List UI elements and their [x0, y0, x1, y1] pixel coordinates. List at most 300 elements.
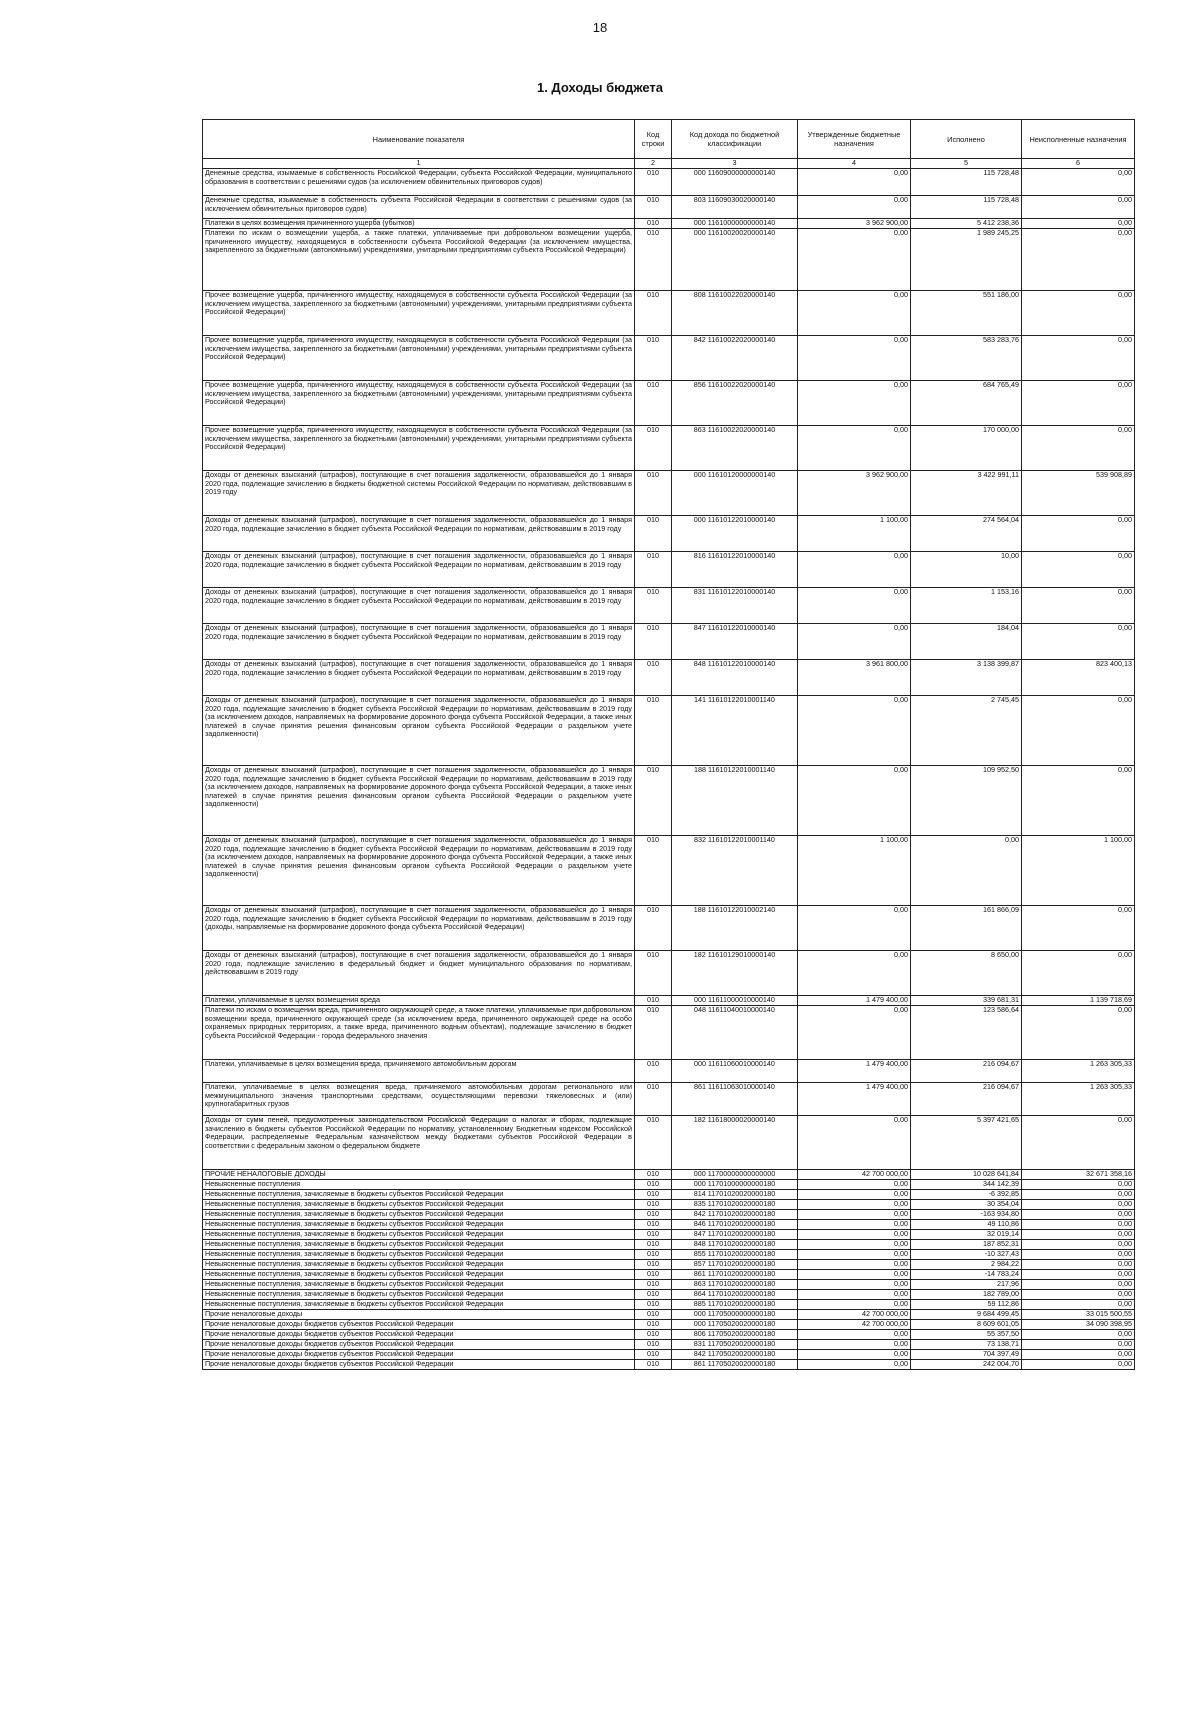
table-row — [203, 1116, 1135, 1170]
executed-amount: -6 392,85 — [911, 1190, 1022, 1200]
approved-amount: 0,00 — [798, 1360, 911, 1370]
budget-classification-code: 000 11701000000000180 — [672, 1180, 798, 1190]
unexecuted-amount: 1 139 718,69 — [1022, 996, 1135, 1006]
approved-amount: 42 700 000,00 — [798, 1320, 911, 1330]
approved-amount: 0,00 — [798, 1260, 911, 1270]
table-row — [203, 1310, 1135, 1320]
executed-amount: 0,00 — [911, 836, 1022, 906]
col-header-approved: Утвержденные бюджетные назначения — [798, 120, 911, 159]
table-row — [203, 1240, 1135, 1250]
budget-classification-code: 848 11701020020000180 — [672, 1240, 798, 1250]
line-code: 010 — [635, 291, 672, 336]
indicator-name: Доходы от денежных взысканий (штрафов), поступающие в счет погашения задолженности, образовавшейся до 1 января 2020 года, подлежащие зачислению в бюджет субъекта Российской Федерации по нормативам, действовавшим в 2019 году — [203, 516, 635, 552]
unexecuted-amount: 0,00 — [1022, 1340, 1135, 1350]
indicator-name: Доходы от сумм пеней, предусмотренных законодательством Российской Федерации о налогах и сборах, подлежащие зачислению в бюджеты субъектов Российской Федерации по нормативу, установленному Бюджетным кодексом Российской Федерации, распределяемые Федеральным казначейством между бюджетами субъектов Российской Федерации в соответствии с федеральным законом о федеральном бюджете — [203, 1116, 635, 1170]
unexecuted-amount: 0,00 — [1022, 1190, 1135, 1200]
budget-classification-code: 182 11610129010000140 — [672, 951, 798, 996]
unexecuted-amount: 0,00 — [1022, 696, 1135, 766]
approved-amount: 0,00 — [798, 381, 911, 426]
executed-amount: 2 984,22 — [911, 1260, 1022, 1270]
indicator-name: Невыясненные поступления, зачисляемые в бюджеты субъектов Российской Федерации — [203, 1240, 635, 1250]
indicator-name: Невыясненные поступления, зачисляемые в бюджеты субъектов Российской Федерации — [203, 1230, 635, 1240]
budget-classification-code: 188 11610122010002140 — [672, 906, 798, 951]
approved-amount: 0,00 — [798, 1006, 911, 1060]
unexecuted-amount: 33 015 500,55 — [1022, 1310, 1135, 1320]
line-code: 010 — [635, 1006, 672, 1060]
line-code: 010 — [635, 696, 672, 766]
table-row — [203, 1300, 1135, 1310]
indicator-name: Прочее возмещение ущерба, причиненного имуществу, находящемуся в собственности субъекта Российской Федерации (за исключением имущества, закрепленного за бюджетными (автономными) учреждениями, унитарными предприятиями субъекта Российской Федерации) — [203, 426, 635, 471]
indicator-name: ПРОЧИЕ НЕНАЛОГОВЫЕ ДОХОДЫ — [203, 1170, 635, 1180]
executed-amount: 161 866,09 — [911, 906, 1022, 951]
unexecuted-amount: 0,00 — [1022, 1360, 1135, 1370]
budget-classification-code: 808 11610022020000140 — [672, 291, 798, 336]
approved-amount: 0,00 — [798, 1210, 911, 1220]
table-row — [203, 1230, 1135, 1240]
approved-amount: 0,00 — [798, 906, 911, 951]
indicator-name: Доходы от денежных взысканий (штрафов), поступающие в счет погашения задолженности, образовавшейся до 1 января 2020 года, подлежащие зачислению в бюджет субъекта Российской Федерации по нормативам, действовавшим в 2019 году — [203, 660, 635, 696]
executed-amount: 73 138,71 — [911, 1340, 1022, 1350]
approved-amount: 0,00 — [798, 1330, 911, 1340]
executed-amount: 59 112,86 — [911, 1300, 1022, 1310]
unexecuted-amount: 0,00 — [1022, 1280, 1135, 1290]
line-code: 010 — [635, 1280, 672, 1290]
executed-amount: 551 186,00 — [911, 291, 1022, 336]
unexecuted-amount: 0,00 — [1022, 766, 1135, 836]
table-row — [203, 471, 1135, 516]
page-number: 18 — [592, 20, 608, 35]
line-code: 010 — [635, 1083, 672, 1116]
line-code: 010 — [635, 1290, 672, 1300]
unexecuted-amount: 0,00 — [1022, 229, 1135, 291]
executed-amount: 5 412 238,36 — [911, 219, 1022, 229]
approved-amount: 1 100,00 — [798, 836, 911, 906]
indicator-name: Невыясненные поступления, зачисляемые в бюджеты субъектов Российской Федерации — [203, 1260, 635, 1270]
approved-amount: 1 479 400,00 — [798, 1083, 911, 1116]
col-header-code: Код дохода по бюджетной классификации — [672, 120, 798, 159]
column-number: 6 — [1022, 159, 1135, 169]
budget-classification-code: 861 11701020020000180 — [672, 1270, 798, 1280]
line-code: 010 — [635, 229, 672, 291]
table-row — [203, 1220, 1135, 1230]
table-row — [203, 426, 1135, 471]
line-code: 010 — [635, 169, 672, 196]
approved-amount: 0,00 — [798, 169, 911, 196]
approved-amount: 0,00 — [798, 588, 911, 624]
approved-amount: 0,00 — [798, 1230, 911, 1240]
indicator-name: Платежи, уплачиваемые в целях возмещения вреда, причиняемого автомобильным дорогам — [203, 1060, 635, 1083]
unexecuted-amount: 0,00 — [1022, 552, 1135, 588]
unexecuted-amount: 0,00 — [1022, 426, 1135, 471]
indicator-name: Прочее возмещение ущерба, причиненного имуществу, находящемуся в собственности субъекта Российской Федерации (за исключением имущества, закрепленного за бюджетными (автономными) учреждениями, унитарными предприятиями субъекта Российской Федерации) — [203, 291, 635, 336]
executed-amount: 9 684 499,45 — [911, 1310, 1022, 1320]
approved-amount: 0,00 — [798, 766, 911, 836]
line-code: 010 — [635, 336, 672, 381]
executed-amount: 10 028 641,84 — [911, 1170, 1022, 1180]
col-header-unexecuted: Неисполненные назначения — [1022, 120, 1135, 159]
approved-amount: 0,00 — [798, 1280, 911, 1290]
line-code: 010 — [635, 996, 672, 1006]
approved-amount: 0,00 — [798, 1250, 911, 1260]
executed-amount: 55 357,50 — [911, 1330, 1022, 1340]
table-row — [203, 906, 1135, 951]
table-row — [203, 219, 1135, 229]
unexecuted-amount: 0,00 — [1022, 588, 1135, 624]
table-row — [203, 1350, 1135, 1360]
table-row — [203, 1060, 1135, 1083]
unexecuted-amount: 0,00 — [1022, 516, 1135, 552]
approved-amount: 0,00 — [798, 1240, 911, 1250]
unexecuted-amount: 0,00 — [1022, 381, 1135, 426]
line-code: 010 — [635, 1210, 672, 1220]
line-code: 010 — [635, 1250, 672, 1260]
executed-amount: -14 783,24 — [911, 1270, 1022, 1280]
table-row — [203, 381, 1135, 426]
indicator-name: Невыясненные поступления, зачисляемые в бюджеты субъектов Российской Федерации — [203, 1220, 635, 1230]
line-code: 010 — [635, 1270, 672, 1280]
line-code: 010 — [635, 1360, 672, 1370]
table-row — [203, 229, 1135, 291]
executed-amount: 115 728,48 — [911, 196, 1022, 219]
approved-amount: 0,00 — [798, 1180, 911, 1190]
budget-classification-code: 000 11610020020000140 — [672, 229, 798, 291]
executed-amount: 216 094,67 — [911, 1083, 1022, 1116]
executed-amount: 32 019,14 — [911, 1230, 1022, 1240]
line-code: 010 — [635, 426, 672, 471]
indicator-name: Доходы от денежных взысканий (штрафов), поступающие в счет погашения задолженности, образовавшейся до 1 января 2020 года, подлежащие зачислению в бюджет субъекта Российской Федерации по нормативам, действовавшим в 2019 году — [203, 588, 635, 624]
approved-amount: 0,00 — [798, 696, 911, 766]
approved-amount: 1 479 400,00 — [798, 996, 911, 1006]
indicator-name: Прочие неналоговые доходы бюджетов субъектов Российской Федерации — [203, 1330, 635, 1340]
executed-amount: 123 586,64 — [911, 1006, 1022, 1060]
line-code: 010 — [635, 1170, 672, 1180]
executed-amount: 10,00 — [911, 552, 1022, 588]
line-code: 010 — [635, 1300, 672, 1310]
indicator-name: Невыясненные поступления, зачисляемые в бюджеты субъектов Российской Федерации — [203, 1290, 635, 1300]
line-code: 010 — [635, 381, 672, 426]
executed-amount: 184,04 — [911, 624, 1022, 660]
approved-amount: 0,00 — [798, 1340, 911, 1350]
line-code: 010 — [635, 951, 672, 996]
executed-amount: 187 852,31 — [911, 1240, 1022, 1250]
line-code: 010 — [635, 1240, 672, 1250]
line-code: 010 — [635, 1220, 672, 1230]
line-code: 010 — [635, 471, 672, 516]
approved-amount: 0,00 — [798, 336, 911, 381]
line-code: 010 — [635, 1310, 672, 1320]
budget-classification-code: 048 11611040010000140 — [672, 1006, 798, 1060]
table-row — [203, 1210, 1135, 1220]
approved-amount: 0,00 — [798, 1270, 911, 1280]
approved-amount: 0,00 — [798, 951, 911, 996]
budget-classification-code: 885 11701020020000180 — [672, 1300, 798, 1310]
executed-amount: -163 934,80 — [911, 1210, 1022, 1220]
executed-amount: 217,96 — [911, 1280, 1022, 1290]
budget-classification-code: 814 11701020020000180 — [672, 1190, 798, 1200]
line-code: 010 — [635, 660, 672, 696]
section-title: 1. Доходы бюджета — [536, 80, 664, 95]
line-code: 010 — [635, 836, 672, 906]
budget-classification-code: 831 11610122010000140 — [672, 588, 798, 624]
col-header-executed: Исполнено — [911, 120, 1022, 159]
unexecuted-amount: 0,00 — [1022, 1116, 1135, 1170]
line-code: 010 — [635, 516, 672, 552]
unexecuted-amount: 0,00 — [1022, 1300, 1135, 1310]
executed-amount: 216 094,67 — [911, 1060, 1022, 1083]
unexecuted-amount: 0,00 — [1022, 1260, 1135, 1270]
budget-classification-code: 847 11610122010000140 — [672, 624, 798, 660]
line-code: 010 — [635, 1180, 672, 1190]
table-row — [203, 766, 1135, 836]
indicator-name: Невыясненные поступления, зачисляемые в бюджеты субъектов Российской Федерации — [203, 1200, 635, 1210]
column-number: 5 — [911, 159, 1022, 169]
indicator-name: Доходы от денежных взысканий (штрафов), поступающие в счет погашения задолженности, образовавшейся до 1 января 2020 года, подлежащие зачислению в бюджет субъекта Российской Федерации по нормативам, действовавшим в 2019 году — [203, 624, 635, 660]
unexecuted-amount: 0,00 — [1022, 1250, 1135, 1260]
approved-amount: 0,00 — [798, 196, 911, 219]
budget-classification-code: 856 11610022020000140 — [672, 381, 798, 426]
unexecuted-amount: 0,00 — [1022, 1240, 1135, 1250]
approved-amount: 3 961 800,00 — [798, 660, 911, 696]
indicator-name: Доходы от денежных взысканий (штрафов), поступающие в счет погашения задолженности, образовавшейся до 1 января 2020 года, подлежащие зачислению в бюджет субъекта Российской Федерации по нормативам, действовавшим в 2019 году (за исключением доходов, направляемых на формирование дорожного фонда субъекта Российской Федерации, а также иных платежей в случае принятия решения финансовым органом субъекта Российской Федерации о раздельном учете задолженности) — [203, 836, 635, 906]
unexecuted-amount: 34 090 398,95 — [1022, 1320, 1135, 1330]
budget-classification-code: 000 11705000000000180 — [672, 1310, 798, 1320]
unexecuted-amount: 1 263 305,33 — [1022, 1060, 1135, 1083]
table-row — [203, 951, 1135, 996]
table-row — [203, 1360, 1135, 1370]
indicator-name: Прочее возмещение ущерба, причиненного имуществу, находящемуся в собственности субъекта Российской Федерации (за исключением имущества, закрепленного за бюджетными (автономными) учреждениями, унитарными предприятиями субъекта Российской Федерации) — [203, 381, 635, 426]
budget-classification-code: 806 11705020020000180 — [672, 1330, 798, 1340]
column-number-row — [203, 159, 1135, 169]
approved-amount: 0,00 — [798, 291, 911, 336]
approved-amount: 0,00 — [798, 1116, 911, 1170]
table-row — [203, 336, 1135, 381]
indicator-name: Доходы от денежных взысканий (штрафов), поступающие в счет погашения задолженности, образовавшейся до 1 января 2020 года, подлежащие зачислению в бюджет субъекта Российской Федерации по нормативам, действовавшим в 2019 году (доходы, направляемые на формирование дорожного фонда субъекта Российской Федерации) — [203, 906, 635, 951]
table-row — [203, 1270, 1135, 1280]
indicator-name: Невыясненные поступления, зачисляемые в бюджеты субъектов Российской Федерации — [203, 1190, 635, 1200]
indicator-name: Невыясненные поступления, зачисляемые в бюджеты субъектов Российской Федерации — [203, 1250, 635, 1260]
line-code: 010 — [635, 624, 672, 660]
unexecuted-amount: 0,00 — [1022, 1230, 1135, 1240]
unexecuted-amount: 0,00 — [1022, 336, 1135, 381]
unexecuted-amount: 823 400,13 — [1022, 660, 1135, 696]
line-code: 010 — [635, 196, 672, 219]
executed-amount: 2 745,45 — [911, 696, 1022, 766]
executed-amount: 5 397 421,65 — [911, 1116, 1022, 1170]
line-code: 010 — [635, 1260, 672, 1270]
indicator-name: Прочие неналоговые доходы бюджетов субъектов Российской Федерации — [203, 1320, 635, 1330]
budget-classification-code: 864 11701020020000180 — [672, 1290, 798, 1300]
unexecuted-amount: 0,00 — [1022, 1270, 1135, 1280]
line-code: 010 — [635, 552, 672, 588]
indicator-name: Доходы от денежных взысканий (штрафов), поступающие в счет погашения задолженности, образовавшейся до 1 января 2020 года, подлежащие зачислению в бюджет субъекта Российской Федерации по нормативам, действовавшим в 2019 году (за исключением доходов, направляемых на формирование дорожного фонда субъекта Российской Федерации, а также иных платежей в случае принятия решения финансовым органом субъекта Российской Федерации о раздельном учете задолженности) — [203, 766, 635, 836]
indicator-name: Денежные средства, изымаемые в собственность Российской Федерации, субъекта Российской Федерации, муниципального образования в соответствии с решениями судов (за исключением обвинительных приговоров судов) — [203, 169, 635, 196]
budget-classification-code: 803 11609030020000140 — [672, 196, 798, 219]
approved-amount: 0,00 — [798, 1220, 911, 1230]
budget-classification-code: 842 11701020020000180 — [672, 1210, 798, 1220]
table-row — [203, 1170, 1135, 1180]
table-row — [203, 1260, 1135, 1270]
budget-classification-code: 000 11705020020000180 — [672, 1320, 798, 1330]
budget-classification-code: 000 11610000000000140 — [672, 219, 798, 229]
line-code: 010 — [635, 766, 672, 836]
executed-amount: 583 283,76 — [911, 336, 1022, 381]
indicator-name: Доходы от денежных взысканий (штрафов), поступающие в счет погашения задолженности, образовавшейся до 1 января 2020 года, подлежащие зачислению в бюджет субъекта Российской Федерации по нормативам, действовавшим в 2019 году — [203, 552, 635, 588]
table-header — [203, 120, 1135, 169]
table-row — [203, 1190, 1135, 1200]
indicator-name: Прочие неналоговые доходы бюджетов субъектов Российской Федерации — [203, 1340, 635, 1350]
indicator-name: Прочие неналоговые доходы бюджетов субъектов Российской Федерации — [203, 1360, 635, 1370]
approved-amount: 0,00 — [798, 1350, 911, 1360]
table-row — [203, 1330, 1135, 1340]
budget-classification-code: 857 11701020020000180 — [672, 1260, 798, 1270]
col-header-line: Код строки — [635, 120, 672, 159]
unexecuted-amount: 0,00 — [1022, 1210, 1135, 1220]
table-row — [203, 1320, 1135, 1330]
approved-amount: 1 100,00 — [798, 516, 911, 552]
indicator-name: Доходы от денежных взысканий (штрафов), поступающие в счет погашения задолженности, образовавшейся до 1 января 2020 года, подлежащие зачислению в федеральный бюджет и бюджет муниципального образования по нормативам, действовавшим в 2019 году — [203, 951, 635, 996]
line-code: 010 — [635, 1190, 672, 1200]
budget-classification-code: 000 11700000000000000 — [672, 1170, 798, 1180]
executed-amount: 274 564,04 — [911, 516, 1022, 552]
budget-classification-code: 842 11705020020000180 — [672, 1350, 798, 1360]
table-row — [203, 516, 1135, 552]
line-code: 010 — [635, 1200, 672, 1210]
table-row — [203, 624, 1135, 660]
table-row — [203, 1200, 1135, 1210]
budget-classification-code: 848 11610122010000140 — [672, 660, 798, 696]
table-row — [203, 169, 1135, 196]
indicator-name: Невыясненные поступления, зачисляемые в бюджеты субъектов Российской Федерации — [203, 1280, 635, 1290]
budget-classification-code: 831 11705020020000180 — [672, 1340, 798, 1350]
indicator-name: Прочие неналоговые доходы бюджетов субъектов Российской Федерации — [203, 1350, 635, 1360]
unexecuted-amount: 0,00 — [1022, 291, 1135, 336]
line-code: 010 — [635, 1230, 672, 1240]
indicator-name: Невыясненные поступления, зачисляемые в бюджеты субъектов Российской Федерации — [203, 1210, 635, 1220]
budget-classification-code: 842 11610022020000140 — [672, 336, 798, 381]
approved-amount: 42 700 000,00 — [798, 1170, 911, 1180]
unexecuted-amount: 0,00 — [1022, 1220, 1135, 1230]
unexecuted-amount: 0,00 — [1022, 624, 1135, 660]
line-code: 010 — [635, 1320, 672, 1330]
table-row — [203, 1340, 1135, 1350]
executed-amount: -10 327,43 — [911, 1250, 1022, 1260]
approved-amount: 0,00 — [798, 1190, 911, 1200]
executed-amount: 3 422 991,11 — [911, 471, 1022, 516]
budget-income-table — [202, 119, 1135, 1370]
indicator-name: Невыясненные поступления, зачисляемые в бюджеты субъектов Российской Федерации — [203, 1270, 635, 1280]
line-code: 010 — [635, 1340, 672, 1350]
line-code: 010 — [635, 906, 672, 951]
col-header-name: Наименование показателя — [203, 120, 635, 159]
executed-amount: 339 681,31 — [911, 996, 1022, 1006]
indicator-name: Денежные средства, изымаемые в собственность субъекта Российской Федерации в соответствии с решениями судов (за исключением обвинительных приговоров судов) — [203, 196, 635, 219]
table-body — [203, 169, 1135, 1370]
unexecuted-amount: 0,00 — [1022, 196, 1135, 219]
executed-amount: 344 142,39 — [911, 1180, 1022, 1190]
executed-amount: 115 728,48 — [911, 169, 1022, 196]
line-code: 010 — [635, 588, 672, 624]
table-row — [203, 1006, 1135, 1060]
table-row — [203, 291, 1135, 336]
line-code: 010 — [635, 1060, 672, 1083]
indicator-name: Платежи по искам о возмещении вреда, причиненного окружающей среде, а также платежи, уплачиваемые при добровольном возмещении вреда, причиненного окружающей среде (за исключением вреда, причиненного окружающей среде на особо охраняемых природных территориях, а также вреда, причиненного водным объектам), подлежащие зачислению в бюджет субъекта Российской Федерации - города федерального значения — [203, 1006, 635, 1060]
budget-classification-code: 000 11610120000000140 — [672, 471, 798, 516]
unexecuted-amount: 0,00 — [1022, 1200, 1135, 1210]
indicator-name: Невыясненные поступления — [203, 1180, 635, 1190]
budget-classification-code: 141 11610122010001140 — [672, 696, 798, 766]
unexecuted-amount: 0,00 — [1022, 1180, 1135, 1190]
executed-amount: 704 397,49 — [911, 1350, 1022, 1360]
indicator-name: Прочее возмещение ущерба, причиненного имуществу, находящемуся в собственности субъекта Российской Федерации (за исключением имущества, закрепленного за бюджетными (автономными) учреждениями, унитарными предприятиями субъекта Российской Федерации) — [203, 336, 635, 381]
approved-amount: 3 962 900,00 — [798, 471, 911, 516]
table-row — [203, 996, 1135, 1006]
budget-classification-code: 000 11611060010000140 — [672, 1060, 798, 1083]
table-row — [203, 552, 1135, 588]
budget-classification-code: 863 11610022020000140 — [672, 426, 798, 471]
budget-classification-code: 000 11611000010000140 — [672, 996, 798, 1006]
unexecuted-amount: 32 671 358,16 — [1022, 1170, 1135, 1180]
column-number: 2 — [635, 159, 672, 169]
indicator-name: Платежи, уплачиваемые в целях возмещения вреда — [203, 996, 635, 1006]
unexecuted-amount: 0,00 — [1022, 951, 1135, 996]
executed-amount: 49 110,86 — [911, 1220, 1022, 1230]
table-row — [203, 1290, 1135, 1300]
unexecuted-amount: 1 263 305,33 — [1022, 1083, 1135, 1116]
column-number: 4 — [798, 159, 911, 169]
table-row — [203, 660, 1135, 696]
budget-classification-code: 832 11610122010001140 — [672, 836, 798, 906]
unexecuted-amount: 0,00 — [1022, 906, 1135, 951]
unexecuted-amount: 0,00 — [1022, 169, 1135, 196]
executed-amount: 30 354,04 — [911, 1200, 1022, 1210]
approved-amount: 0,00 — [798, 229, 911, 291]
indicator-name: Доходы от денежных взысканий (штрафов), поступающие в счет погашения задолженности, образовавшейся до 1 января 2020 года, подлежащие зачислению в бюджеты бюджетной системы Российской Федерации по нормативам, действовавшим в 2019 году — [203, 471, 635, 516]
unexecuted-amount: 0,00 — [1022, 1290, 1135, 1300]
budget-classification-code: 188 11610122010001140 — [672, 766, 798, 836]
approved-amount: 0,00 — [798, 1290, 911, 1300]
column-number: 3 — [672, 159, 798, 169]
indicator-name: Прочие неналоговые доходы — [203, 1310, 635, 1320]
executed-amount: 1 989 245,25 — [911, 229, 1022, 291]
table-row — [203, 588, 1135, 624]
executed-amount: 684 765,49 — [911, 381, 1022, 426]
approved-amount: 42 700 000,00 — [798, 1310, 911, 1320]
indicator-name: Платежи, уплачиваемые в целях возмещения вреда, причиняемого автомобильным дорогам регионального или межмуниципального значения транспортными средствами, осуществляющими перевозки тяжеловесных и (или) крупногабаритных грузов — [203, 1083, 635, 1116]
indicator-name: Платежи в целях возмещения причиненного ущерба (убытков) — [203, 219, 635, 229]
budget-classification-code: 816 11610122010000140 — [672, 552, 798, 588]
budget-classification-code: 000 11610122010000140 — [672, 516, 798, 552]
budget-classification-code: 182 11618000020000140 — [672, 1116, 798, 1170]
column-number: 1 — [203, 159, 635, 169]
budget-classification-code: 863 11701020020000180 — [672, 1280, 798, 1290]
indicator-name: Платежи по искам о возмещении ущерба, а также платежи, уплачиваемые при добровольном возмещении ущерба, причиненного имуществу, находящемуся в собственности субъекта Российской Федерации (за исключением имущества, закрепленного за бюджетными (автономными) учреждениями, унитарными предприятиями субъекта Российской Федерации) — [203, 229, 635, 291]
table-row — [203, 1280, 1135, 1290]
unexecuted-amount: 0,00 — [1022, 1350, 1135, 1360]
budget-classification-code: 861 11705020020000180 — [672, 1360, 798, 1370]
unexecuted-amount: 1 100,00 — [1022, 836, 1135, 906]
approved-amount: 0,00 — [798, 1200, 911, 1210]
executed-amount: 170 000,00 — [911, 426, 1022, 471]
budget-classification-code: 861 11611063010000140 — [672, 1083, 798, 1116]
table-row — [203, 1250, 1135, 1260]
unexecuted-amount: 0,00 — [1022, 1330, 1135, 1340]
unexecuted-amount: 0,00 — [1022, 1006, 1135, 1060]
line-code: 010 — [635, 1330, 672, 1340]
executed-amount: 1 153,16 — [911, 588, 1022, 624]
budget-classification-code: 000 11609000000000140 — [672, 169, 798, 196]
table-row — [203, 696, 1135, 766]
approved-amount: 0,00 — [798, 552, 911, 588]
